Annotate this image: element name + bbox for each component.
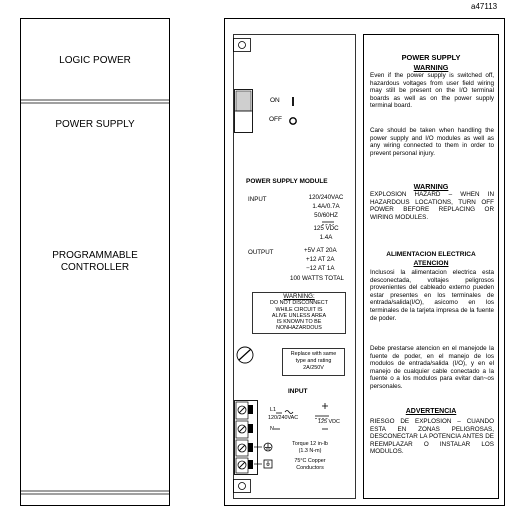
output-value-1: +5V AT 20A (304, 247, 337, 254)
input-value-5: 1.4A (319, 234, 333, 241)
output-value-2: +12 AT 2A (306, 256, 335, 263)
torque-line-1: Torque 12 in-lb (292, 441, 328, 447)
module-warning-title: WARNING: (283, 293, 315, 300)
conductor-line-1: 75°C Copper (294, 458, 326, 464)
label-para-4: Inclusosi la alimentacion electrica esta desconectada, voltajes peligrosos provenientes del cableado externo pueden estar presentes en los terminales de entrada/salida(I/O), asicomo en los terminales de la tarjeta impresa de la fuente de poder. (370, 269, 494, 322)
terminal-l1-label: L1 (270, 407, 276, 413)
switch-on-label: ON (270, 97, 280, 104)
input-label: INPUT (248, 196, 267, 203)
input-value-1: 120/240VAC (308, 194, 344, 201)
power-supply-module (224, 18, 505, 506)
input-value-2: 1.4A/0.7A (312, 203, 340, 210)
output-total: 100 WATTS TOTAL (290, 275, 344, 282)
switch-off-label: OFF (269, 116, 282, 123)
module-warning-line-3: ALIVE UNLESS AREA (271, 313, 327, 319)
terminal-vdc-label: 125 VDC (318, 419, 340, 425)
label-para-5: Debe prestarse atencion en el manejode la fuente de poder, en el manejo de los modulos de entrada/salida (I/O), y en el manejo de cualquier cable conectado a la fuente o a los modulos para evitar dan~os personales. (370, 345, 494, 390)
module-warning-line-2: WHILE CIRCUIT IS (275, 307, 323, 313)
label-para-1: Even if the power supply is switched off, hazardous voltages from user field wiring may still be present on the I/O terminal boards as well as on the power supply terminal board. (370, 72, 494, 110)
terminal-vac-label: 120/240VAC (268, 415, 299, 421)
fuse-note-line-3: 2A/250V (303, 365, 324, 371)
terminal-n-label: N (270, 426, 274, 432)
label-para-2: Care should be taken when handling the power supply and I/O modules as well as any wiring connected to them in order to prevent personal injury. (370, 127, 494, 157)
power-supply-label: POWER SUPPLY (55, 119, 135, 130)
front-panel (20, 18, 170, 506)
terminal-input-title: INPUT (288, 388, 308, 395)
output-label: OUTPUT (248, 249, 274, 256)
label-heading: POWER SUPPLY (401, 53, 461, 62)
module-title: POWER SUPPLY MODULE (246, 178, 328, 185)
controller-label: CONTROLLER (60, 262, 130, 273)
input-value-4: 125 VDC (313, 225, 339, 232)
output-value-3: −12 AT 1A (306, 265, 335, 272)
module-warning-line-1: DO NOT DISCONNECT (269, 300, 328, 306)
torque-line-2: (1.3 N-m) (298, 448, 322, 454)
programmable-label: PROGRAMMABLE (52, 250, 138, 261)
module-warning-line-4: IS KNOWN TO BE (276, 319, 322, 325)
conductor-line-2: Conductors (296, 465, 324, 471)
label-warning-1: WARNING (413, 63, 449, 72)
module-warning-line-5: NONHAZARDOUS (276, 325, 322, 331)
label-warning-2: WARNING (413, 182, 449, 191)
input-value-3: 50/60HZ (314, 212, 338, 219)
label-advertencia: ADVERTENCIA (405, 408, 457, 415)
fuse-note-line-1: Replace with same (290, 351, 337, 357)
label-atencion: ATENCION (413, 260, 449, 267)
fuse-note-line-2: type and rating (295, 358, 332, 364)
label-para-3: EXPLOSION HAZARD – WHEN IN HAZARDOUS LOCATIONS, TURN OFF POWER BEFORE REPLACING OR WIRING MODULES. (370, 191, 494, 221)
figure-id: a47113 (471, 2, 498, 11)
label-spanish-heading: ALIMENTACION ELECTRICA (386, 251, 476, 258)
logic-power-label: LOGIC POWER (59, 55, 131, 66)
label-para-6: RIESGO DE EXPLOSION – CUANDO ESTA EN ZONAS PELIGROSAS, DESCONECTAR LA POTENCIA ANTES DE REEMPLAZAR O INSTALAR LOS MODULOS. (370, 418, 494, 456)
